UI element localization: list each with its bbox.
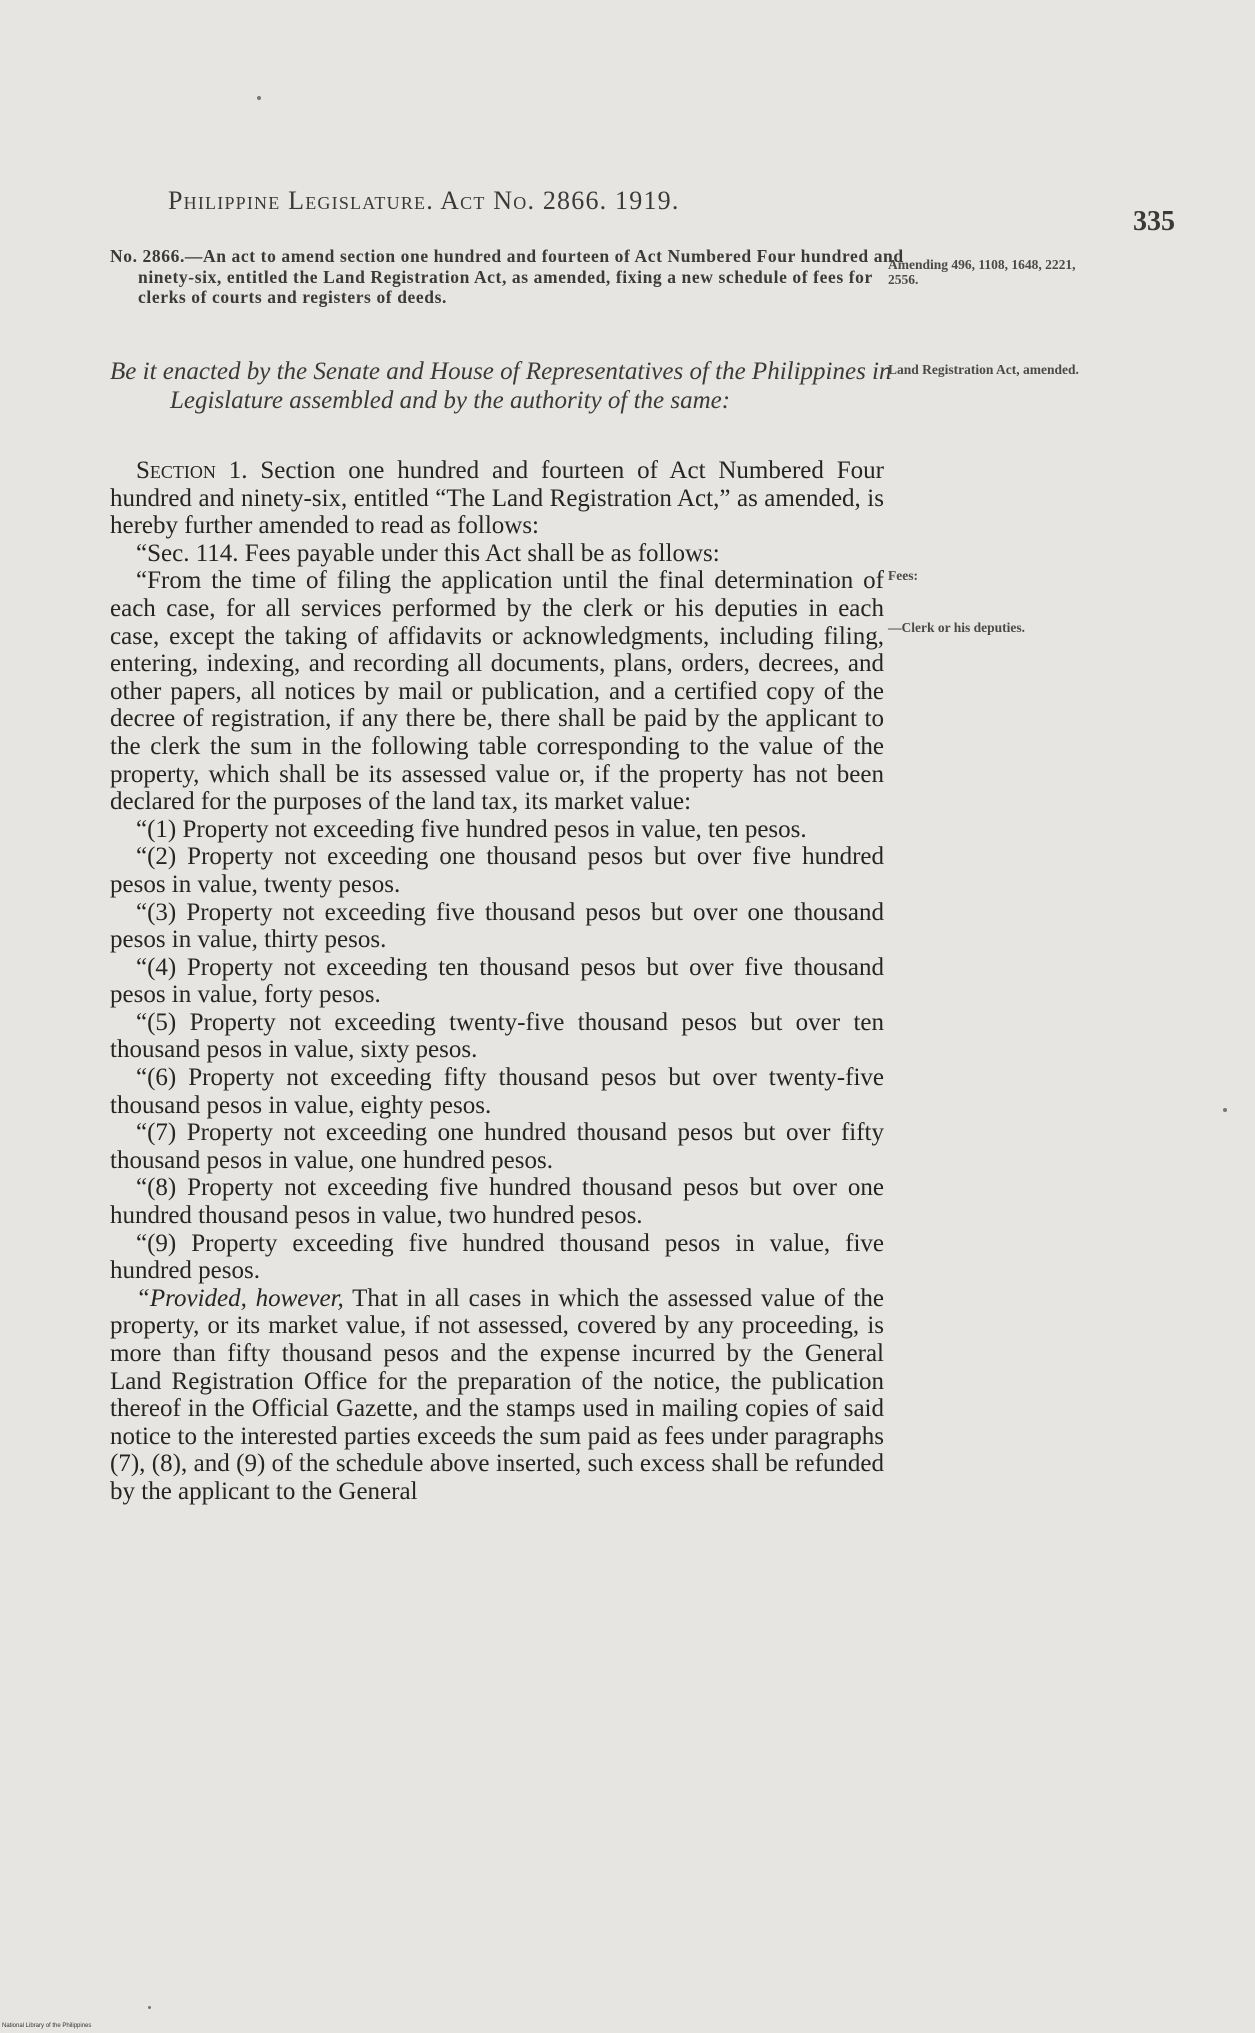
running-head: Philippine Legislature. Act No. 2866. 1919. [168, 186, 680, 215]
section-paragraph [110, 457, 884, 540]
page-number: 335 [1133, 206, 1175, 237]
margin-note-amending: Amending 496, 1108, 1648, 2221, 2556. [888, 257, 1076, 287]
schedule-item-4: “(4) Property not exceeding ten thousand pesos but over five thousand pesos in value, forty pesos. [110, 953, 884, 1009]
schedule-item-2: “(2) Property not exceeding one thousand pesos but over five hundred pesos in value, twenty pesos. [110, 843, 884, 898]
proviso-lead: “Provided, however, [136, 1284, 344, 1312]
fees-intro-paragraph: “Sec. 114. Fees payable under this Act shall be as follows: [136, 539, 720, 567]
act-summary: No. 2866.—An act to amend section one hundred and fourteen of Act Numbered Four hundred and ninety-six, entitled the Land Registration Act, as amended, fixing a new schedule of fees for clerks of courts and registers of deeds. [110, 246, 904, 307]
scan-speck [257, 96, 261, 100]
schedule-item-5: “(5) Property not exceeding twenty-five thousand pesos but over ten thousand pesos in value, sixty pesos. [110, 1008, 884, 1064]
margin-note-clerk: —Clerk or his deputies. [888, 620, 1026, 635]
margin-note-land-registration: Land Registration Act, amended. [888, 362, 1079, 377]
schedule-item-3: “(3) Property not exceeding five thousand pesos but over one thousand pesos in value, thirty pesos. [110, 898, 884, 954]
schedule-item-7: “(7) Property not exceeding one hundred thousand pesos but over fifty thousand pesos in value, one hundred pesos. [110, 1119, 884, 1174]
body-text [110, 457, 884, 1506]
scan-speck [148, 2006, 151, 2009]
enacting-clause: Be it enacted by the Senate and House of Representatives of the Philippines in Legislature assembled and by the authority of the same: [110, 358, 892, 414]
schedule-item-1: “(1) Property not exceeding five hundred pesos in value, ten pesos. [136, 815, 807, 843]
schedule-item-9: “(9) Property exceeding five hundred thousand pesos in value, five hundred pesos. [110, 1229, 884, 1285]
margin-note-fees: Fees: [888, 568, 918, 583]
fees-main-paragraph: “From the time of filing the application until the final determination of each case, for all services performed by the clerk or his deputies in each case, except the taking of affidavits or acknowledgments, including filing, entering, indexing, and recording all documents, plans, orders, decrees, and other papers, all notices by mail or publication, and a certified copy of the decree of registration, if any there be, there shall be paid by the applicant to the clerk the sum in the following table corresponding to the value of the property, which shall be its assessed value or, if the property has not been declared for the purposes of the land tax, its market value: [110, 567, 884, 816]
scan-speck [1223, 1108, 1227, 1112]
section-text: Section one hundred and fourteen of Act Numbered Four hundred and ninety-six, entitled “The Land Registration Act,” as amended, is hereby further amended to read as follows: [110, 457, 884, 540]
section-label: Section 1. [136, 457, 248, 484]
schedule-item-8: “(8) Property not exceeding five hundred thousand pesos but over one hundred thousand pesos in value, two hundred pesos. [110, 1174, 884, 1230]
proviso-text: That in all cases in which the assessed value of the property, or its market value, if not assessed, covered by any proceeding, is more than fifty thousand pesos and the expense incurred by the General Land Registration Office for the preparation of the notice, the publication thereof in the Official Gazette, and the stamps used in mailing copies of said notice to the interested parties exceeds the sum paid as fees under paragraphs (7), (8), and (9) of the schedule above inserted, such excess shall be refunded by the applicant to the General [110, 1284, 884, 1505]
proviso-paragraph [110, 1285, 884, 1506]
footer-credit: National Library of the Philippines [2, 2023, 92, 2029]
schedule-item-6: “(6) Property not exceeding fifty thousand pesos but over twenty-five thousand pesos in value, eighty pesos. [110, 1064, 884, 1119]
